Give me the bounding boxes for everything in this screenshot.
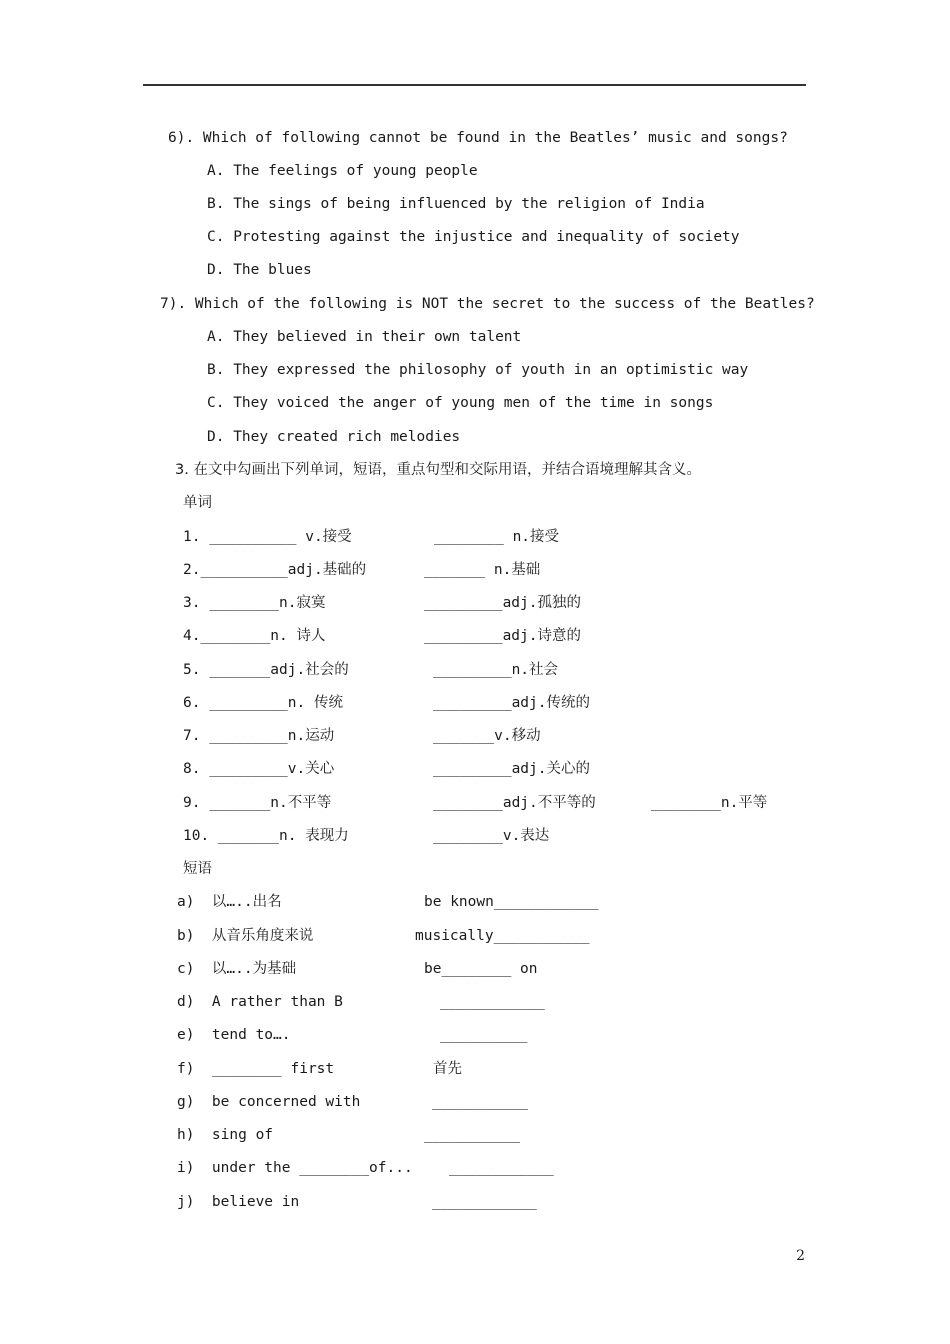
phrase-c: c) 以…..为基础	[177, 961, 297, 977]
question-7-option-c: C. They voiced the anger of young men of the time in songs	[207, 395, 714, 411]
header-rule	[143, 84, 806, 86]
word-row-10-right: ________v.表达	[433, 828, 550, 844]
phrase-i-answer: ____________	[449, 1160, 554, 1176]
word-row-4-left: 4.________n. 诗人	[183, 628, 326, 644]
word-row-1-left: 1. __________ v.接受	[183, 529, 352, 545]
phrase-g: g) be concerned with	[177, 1094, 361, 1110]
word-row-8-left: 8. _________v.关心	[183, 761, 335, 777]
question-7-stem: 7). Which of the following is NOT the secret to the success of the Beatles?	[160, 296, 815, 312]
question-7-option-d: D. They created rich melodies	[207, 429, 461, 445]
phrase-h: h) sing of	[177, 1127, 274, 1143]
word-row-2-right: _______ n.基础	[424, 562, 541, 578]
word-row-9-left: 9. _______n.不平等	[183, 795, 332, 811]
phrase-e: e) tend to….	[177, 1027, 291, 1043]
question-7-option-b: B. They expressed the philosophy of youth in an optimistic way	[207, 362, 749, 378]
phrase-i: i) under the ________of...	[177, 1160, 413, 1176]
word-row-6-left: 6. _________n. 传统	[183, 695, 343, 711]
word-row-8-right: _________adj.关心的	[433, 761, 590, 777]
word-row-7-right: _______v.移动	[433, 728, 541, 744]
question-6-option-a: A. The feelings of young people	[207, 163, 478, 179]
phrase-a: a) 以…..出名	[177, 894, 282, 910]
word-row-1-right: ________ n.接受	[434, 529, 560, 545]
word-row-6-right: _________adj.传统的	[433, 695, 590, 711]
word-row-3-right: _________adj.孤独的	[424, 595, 581, 611]
question-6-stem: 6). Which of following cannot be found in the Beatles’ music and songs?	[168, 130, 788, 146]
question-7-option-a: A. They believed in their own talent	[207, 329, 522, 345]
word-row-10-left: 10. _______n. 表现力	[183, 828, 349, 844]
words-title: 单词	[183, 495, 212, 511]
page-number: 2	[796, 1248, 805, 1264]
phrase-c-answer: be________ on	[424, 961, 538, 977]
phrase-h-answer: ___________	[424, 1127, 521, 1143]
word-row-9-middle: ________adj.不平等的	[433, 795, 596, 811]
phrase-b-answer: musically___________	[415, 928, 590, 944]
phrase-g-answer: ___________	[432, 1094, 529, 1110]
word-row-2-left: 2.__________adj.基础的	[183, 562, 367, 578]
word-row-7-left: 7. _________n.运动	[183, 728, 335, 744]
section-3-heading: 3. 在文中勾画出下列单词，短语，重点句型和交际用语，并结合语境理解其含义。	[175, 462, 701, 478]
phrase-f: f) ________ first	[177, 1061, 335, 1077]
word-row-4-right: _________adj.诗意的	[424, 628, 581, 644]
phrase-e-answer: __________	[440, 1027, 528, 1043]
word-row-9-right: ________n.平等	[651, 795, 768, 811]
word-row-5-right: _________n.社会	[433, 662, 559, 678]
word-row-5-left: 5. _______adj.社会的	[183, 662, 349, 678]
phrase-d: d) A rather than B	[177, 994, 343, 1010]
phrase-b: b) 从音乐角度来说	[177, 928, 314, 944]
phrase-a-answer: be known____________	[424, 894, 599, 910]
phrase-j-answer: ____________	[432, 1194, 537, 1210]
phrase-f-answer: 首先	[433, 1061, 462, 1077]
phrase-d-answer: ____________	[440, 994, 545, 1010]
phrases-title: 短语	[183, 861, 212, 877]
phrase-j: j) believe in	[177, 1194, 300, 1210]
question-6-option-b: B. The sings of being influenced by the religion of India	[207, 196, 705, 212]
question-6-option-d: D. The blues	[207, 262, 312, 278]
word-row-3-left: 3. ________n.寂寞	[183, 595, 326, 611]
question-6-option-c: C. Protesting against the injustice and inequality of society	[207, 229, 740, 245]
